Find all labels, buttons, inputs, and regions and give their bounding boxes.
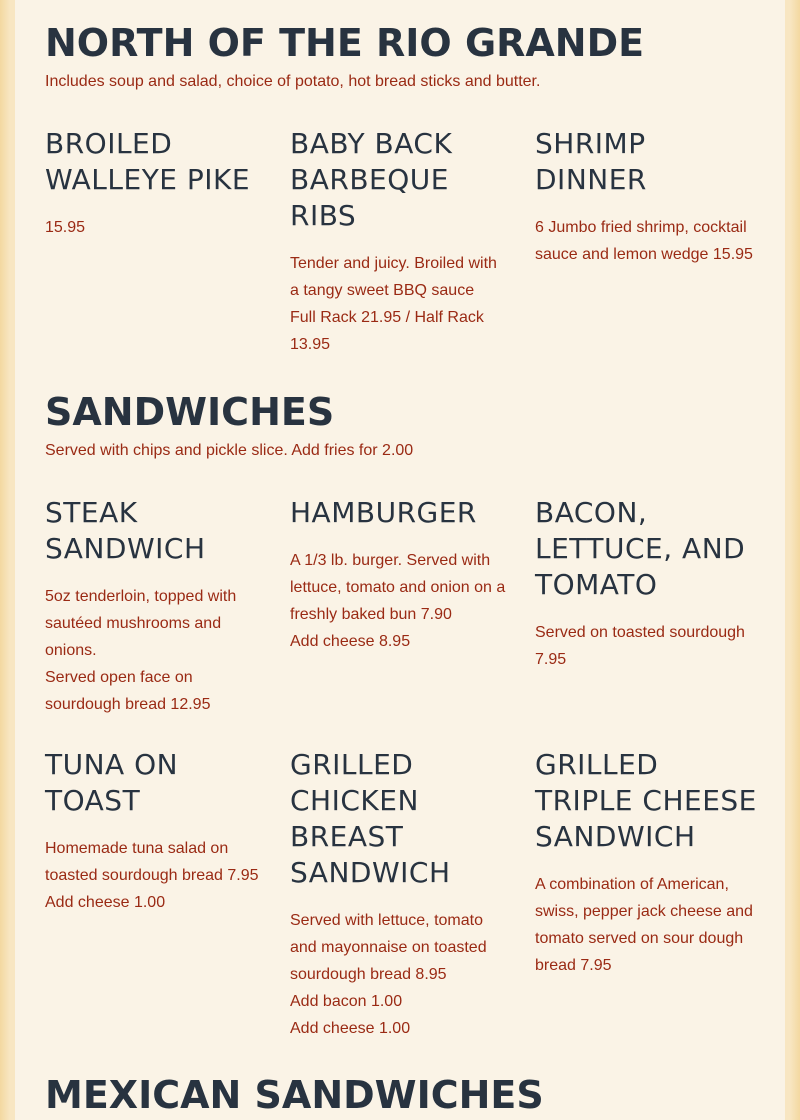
menu-item-steak-sandwich [45,495,260,718]
menu-item-baby-back-ribs [290,126,510,358]
item-title: BROILED WALLEYE PIKE [45,127,251,196]
item-description [535,871,757,979]
item-title: BACON, LETTUCE, AND TOMATO [535,496,746,601]
item-title: GRILLED TRIPLE CHEESE SANDWICH [535,748,757,853]
item-title: GRILLED CHICKEN BREAST SANDWICH [290,748,451,889]
item-line: Full Rack 21.95 / Half Rack 13.95 [290,309,484,353]
item-line: Served with lettuce, tomato and mayonnaise on toasted sourdough bread 8.95 [290,912,487,983]
item-line: A combination of American, swiss, pepper jack cheese and tomato served on sour dough bread 7.95 [535,876,753,974]
item-title: SHRIMP DINNER [535,127,647,196]
item-line: Add cheese 1.00 [290,1020,411,1037]
item-title: BABY BACK BARBEQUE RIBS [290,127,453,232]
item-line: 15.95 [45,219,86,236]
menu-item-tuna-on-toast [45,747,270,916]
menu-item-grilled-triple-cheese-sandwich [535,747,757,979]
item-description [45,214,270,241]
section-mexican-sandwiches [45,1072,765,1118]
section-title: SANDWICHES [45,390,335,434]
item-line: Served open face on sourdough bread 12.95 [45,669,211,713]
section-note: Includes soup and salad, choice of potato, hot bread sticks and butter. [45,73,541,90]
menu-item-grilled-chicken-breast-sandwich [290,747,500,1042]
section-title: NORTH OF THE RIO GRANDE [45,21,645,65]
menu-item-shrimp-dinner [535,126,757,268]
item-title: HAMBURGER [290,496,477,529]
item-line: 6 Jumbo fried shrimp, cocktail sauce and lemon wedge 15.95 [535,219,753,263]
section-north-of-rio-grande [45,20,765,95]
item-description [535,619,757,673]
menu-item-hamburger [290,495,512,655]
section-sandwiches [45,389,765,464]
item-line: Add cheese 8.95 [290,633,411,650]
section-note: Served with chips and pickle slice. Add fries for 2.00 [45,442,414,459]
item-description [290,907,500,1042]
item-description [535,214,757,268]
item-title: STEAK SANDWICH [45,496,206,565]
item-line: Tender and juicy. Broiled with a tangy sweet BBQ sauce [290,255,497,299]
item-description [45,835,270,916]
item-line: Add cheese 1.00 [45,894,166,911]
menu-item-broiled-walleye-pike [45,126,270,241]
item-line: 5oz tenderloin, topped with sautéed mushrooms and onions. [45,588,237,659]
menu-item-blt [535,495,757,673]
item-line: Add bacon 1.00 [290,993,403,1010]
item-title: TUNA ON TOAST [45,748,179,817]
section-title: MEXICAN SANDWICHES [45,1073,544,1117]
item-line: Homemade tuna salad on toasted sourdough bread 7.95 [45,840,259,884]
item-line: A 1/3 lb. burger. Served with lettuce, tomato and onion on a freshly baked bun 7.90 [290,552,506,623]
item-description [290,547,512,655]
item-description [45,583,260,718]
item-description [290,250,510,358]
menu-page [15,0,785,1120]
item-line: Served on toasted sourdough 7.95 [535,624,745,668]
